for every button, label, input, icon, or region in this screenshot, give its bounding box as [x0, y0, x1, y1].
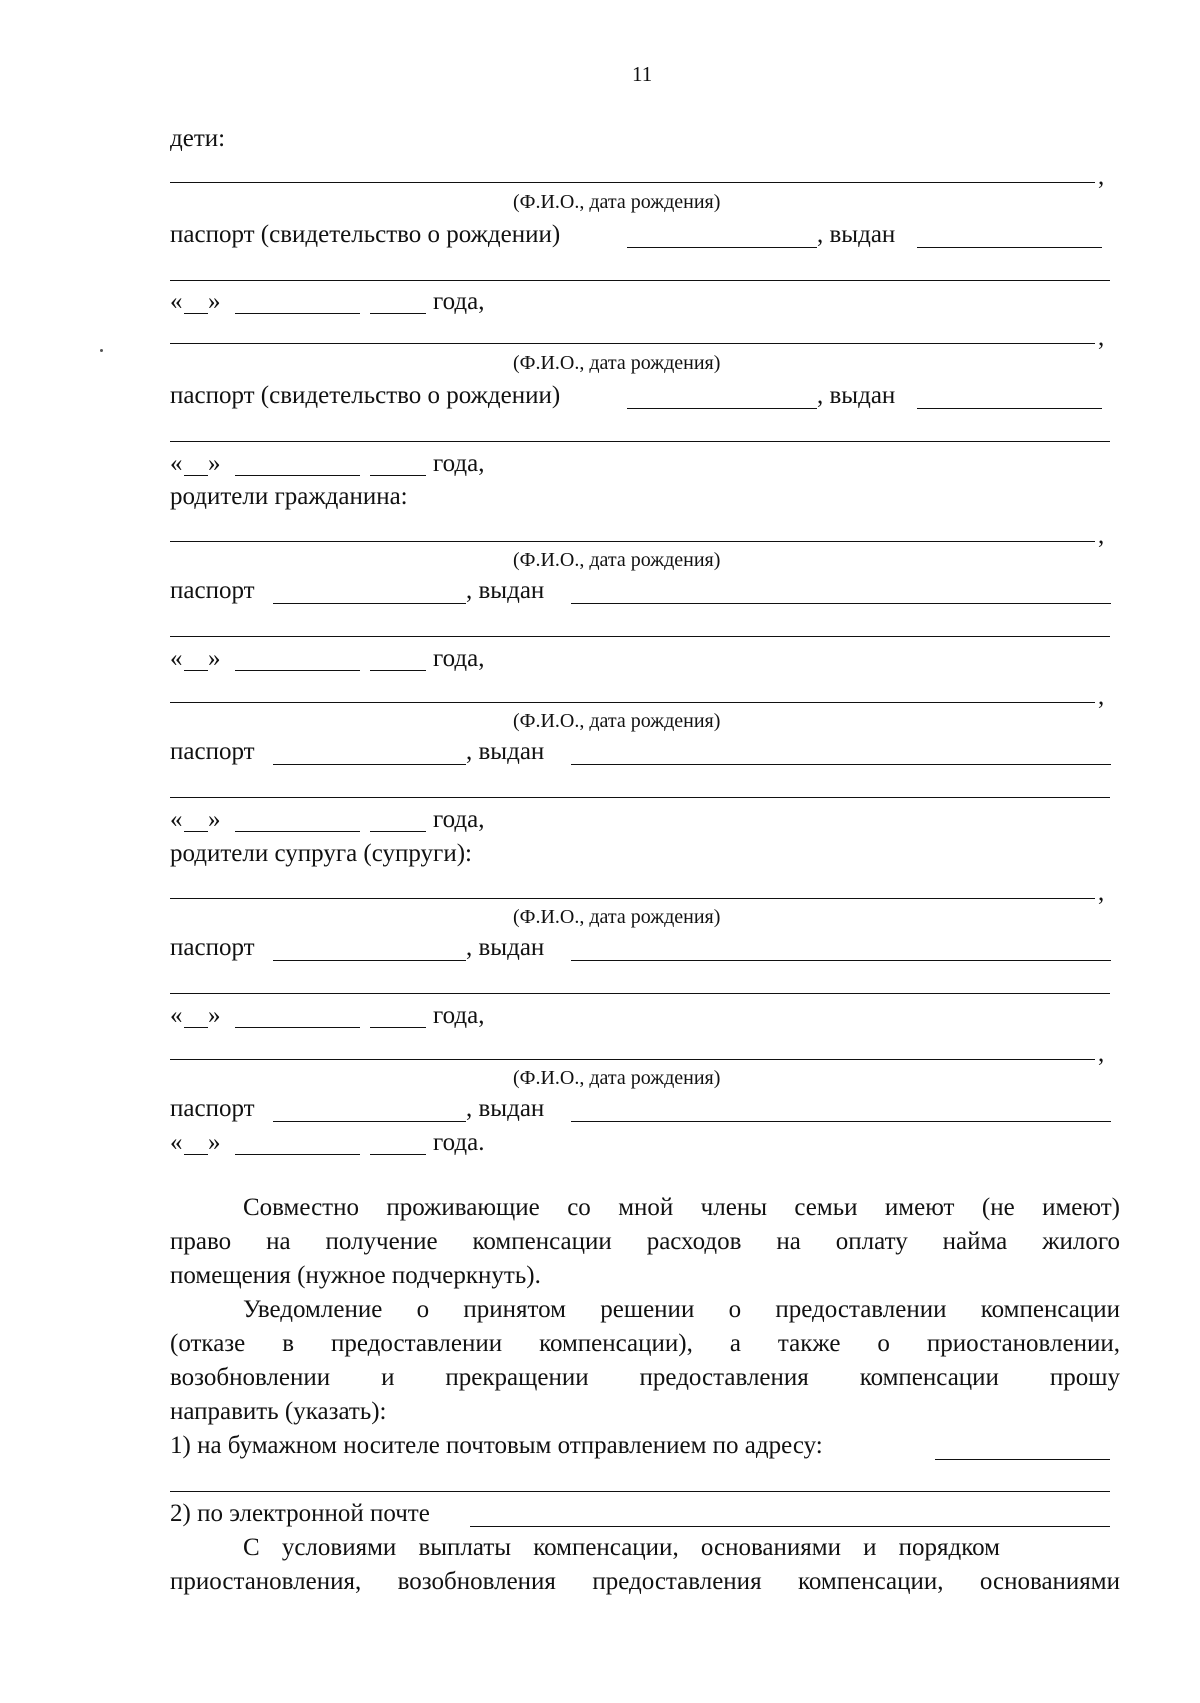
- parent1-year-line[interactable]: [370, 670, 426, 671]
- spouse-parent1-issued-line[interactable]: [571, 960, 1111, 961]
- paragraph3-line: приостановления, возобновления предоставления компенсации, основаниями: [170, 1568, 1120, 1595]
- parent2-fio-caption: (Ф.И.О., дата рождения): [513, 710, 721, 732]
- child2-passport-line[interactable]: [627, 408, 817, 409]
- parent1-fio-caption: (Ф.И.О., дата рождения): [513, 549, 721, 571]
- child1-day-line[interactable]: [184, 313, 208, 314]
- parent1-issued-label: , выдан: [466, 577, 545, 604]
- spouse-parent1-day-line[interactable]: [184, 1027, 208, 1028]
- parent2-issued-line-2[interactable]: [170, 797, 1110, 798]
- parent2-day-line[interactable]: [184, 831, 208, 832]
- parent2-passport-line[interactable]: [273, 764, 466, 765]
- spouse-parent2-year-label: года.: [433, 1129, 485, 1156]
- child1-year-line[interactable]: [370, 313, 426, 314]
- scan-speck: [100, 349, 103, 352]
- parent2-fio-line[interactable]: [170, 702, 1095, 703]
- spouse-parent2-fio-line[interactable]: [170, 1059, 1095, 1060]
- email-line[interactable]: [470, 1526, 1110, 1527]
- spouse-parent1-issued-label: , выдан: [466, 934, 545, 961]
- parent2-date-close: »: [208, 806, 221, 833]
- children-heading: дети:: [170, 125, 226, 152]
- spouse-parent2-comma: ,: [1098, 1040, 1105, 1067]
- child1-issued-line-2[interactable]: [170, 280, 1110, 281]
- paragraph2-line: направить (указать):: [170, 1398, 387, 1425]
- child1-comma: ,: [1098, 163, 1105, 190]
- paragraph2-line: возобновлении и прекращении предоставления компенсации прошу: [170, 1364, 1120, 1391]
- child2-passport-label: паспорт (свидетельство о рождении): [170, 382, 561, 409]
- child2-month-line[interactable]: [235, 475, 360, 476]
- paragraph1-line: право на получение компенсации расходов на оплату найма жилого: [170, 1228, 1120, 1255]
- parent2-issued-line[interactable]: [571, 764, 1111, 765]
- child1-issued-label: , выдан: [817, 221, 896, 248]
- child2-date-open: «: [170, 450, 183, 477]
- spouse-parent1-year-line[interactable]: [370, 1027, 426, 1028]
- spouse-parent2-year-line[interactable]: [370, 1154, 426, 1155]
- spouse-parent2-passport-label: паспорт: [170, 1095, 255, 1122]
- child2-day-line[interactable]: [184, 475, 208, 476]
- spouse-parent1-date-close: »: [208, 1002, 221, 1029]
- spouse-parent2-issued-line[interactable]: [571, 1121, 1111, 1122]
- parent2-date-open: «: [170, 806, 183, 833]
- spouse-parent1-fio-caption: (Ф.И.О., дата рождения): [513, 906, 721, 928]
- child2-fio-line[interactable]: [170, 343, 1095, 344]
- child2-issued-line[interactable]: [917, 408, 1102, 409]
- child1-fio-line[interactable]: [170, 182, 1095, 183]
- child1-month-line[interactable]: [235, 313, 360, 314]
- parent1-year-label: года,: [433, 645, 485, 672]
- spouse-parent2-day-line[interactable]: [184, 1154, 208, 1155]
- parent1-day-line[interactable]: [184, 670, 208, 671]
- parent2-year-label: года,: [433, 806, 485, 833]
- parent2-passport-label: паспорт: [170, 738, 255, 765]
- spouse-parent2-issued-label: , выдан: [466, 1095, 545, 1122]
- parent2-issued-label: , выдан: [466, 738, 545, 765]
- child1-date-close: »: [208, 288, 221, 315]
- parent1-month-line[interactable]: [235, 670, 360, 671]
- page-number: 11: [632, 62, 653, 86]
- spouse-parent2-fio-caption: (Ф.И.О., дата рождения): [513, 1067, 721, 1089]
- spouse-parent2-date-close: »: [208, 1129, 221, 1156]
- paragraph2-line: Уведомление о принятом решении о предоставлении компенсации: [243, 1296, 1120, 1323]
- parent1-fio-line[interactable]: [170, 541, 1095, 542]
- parent1-comma: ,: [1098, 522, 1105, 549]
- parent2-month-line[interactable]: [235, 831, 360, 832]
- parent1-issued-line[interactable]: [571, 603, 1111, 604]
- parent1-passport-label: паспорт: [170, 577, 255, 604]
- spouse-parent1-comma: ,: [1098, 879, 1105, 906]
- child1-passport-label: паспорт (свидетельство о рождении): [170, 221, 561, 248]
- parents-citizen-heading: родители гражданина:: [170, 483, 408, 510]
- paragraph2-line: (отказе в предоставлении компенсации), а также о приостановлении,: [170, 1330, 1120, 1357]
- spouse-parent1-issued-line-2[interactable]: [170, 993, 1110, 994]
- option2-label: 2) по электронной почте: [170, 1500, 430, 1527]
- child2-year-line[interactable]: [370, 475, 426, 476]
- parent1-date-close: »: [208, 645, 221, 672]
- child1-year-label: года,: [433, 288, 485, 315]
- parent1-passport-line[interactable]: [273, 603, 466, 604]
- postal-address-line[interactable]: [935, 1459, 1110, 1460]
- child1-fio-caption: (Ф.И.О., дата рождения): [513, 191, 721, 213]
- child2-date-close: »: [208, 450, 221, 477]
- spouse-parent1-year-label: года,: [433, 1002, 485, 1029]
- spouse-parent2-month-line[interactable]: [235, 1154, 360, 1155]
- child1-issued-line[interactable]: [917, 247, 1102, 248]
- parent2-year-line[interactable]: [370, 831, 426, 832]
- child2-comma: ,: [1098, 324, 1105, 351]
- paragraph1-line: помещения (нужное подчеркнуть).: [170, 1262, 541, 1289]
- parent1-date-open: «: [170, 645, 183, 672]
- paragraph1-line: Совместно проживающие со мной члены семьи имеют (не имеют): [243, 1194, 1120, 1221]
- child1-date-open: «: [170, 288, 183, 315]
- parents-spouse-heading: родители супруга (супруги):: [170, 840, 472, 867]
- child1-passport-line[interactable]: [627, 247, 817, 248]
- child2-fio-caption: (Ф.И.О., дата рождения): [513, 352, 721, 374]
- paragraph3-line: С условиями выплаты компенсации, основаниями и порядком: [243, 1534, 1000, 1561]
- spouse-parent2-date-open: «: [170, 1129, 183, 1156]
- spouse-parent1-passport-label: паспорт: [170, 934, 255, 961]
- child2-issued-line-2[interactable]: [170, 441, 1110, 442]
- spouse-parent2-passport-line[interactable]: [273, 1121, 466, 1122]
- spouse-parent1-passport-line[interactable]: [273, 960, 466, 961]
- parent1-issued-line-2[interactable]: [170, 636, 1110, 637]
- child2-year-label: года,: [433, 450, 485, 477]
- parent2-comma: ,: [1098, 683, 1105, 710]
- child2-issued-label: , выдан: [817, 382, 896, 409]
- spouse-parent1-fio-line[interactable]: [170, 898, 1095, 899]
- option1-label: 1) на бумажном носителе почтовым отправлением по адресу:: [170, 1432, 823, 1459]
- spouse-parent1-month-line[interactable]: [235, 1027, 360, 1028]
- spouse-parent1-date-open: «: [170, 1002, 183, 1029]
- postal-address-line-2[interactable]: [170, 1491, 1110, 1492]
